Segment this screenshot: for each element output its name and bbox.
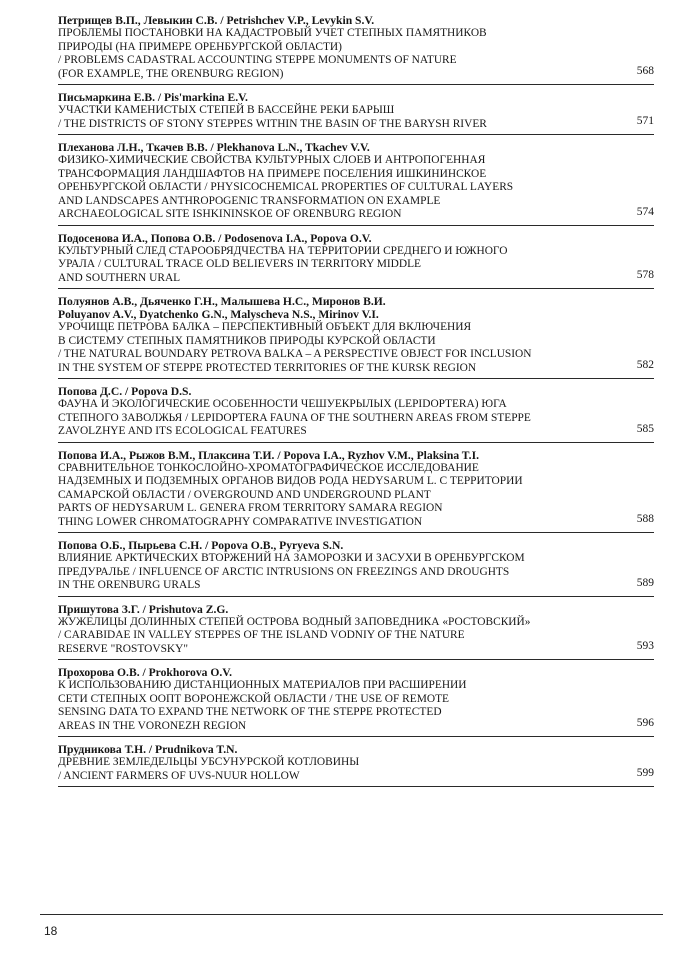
entry-title-line: ФИЗИКО-ХИМИЧЕСКИЕ СВОЙСТВА КУЛЬТУРНЫХ СЛОЕВ И АНТРОПОГЕННАЯ: [58, 154, 486, 166]
toc-entry[interactable]: [58, 597, 654, 661]
entry-title-line: THING LOWER CHROMATOGRAPHY COMPARATIVE INVESTIGATION: [58, 515, 423, 528]
entry-title: [58, 154, 654, 222]
entry-title: [58, 462, 654, 530]
entry-authors: Попова Д.С. / Popova D.S.: [58, 385, 192, 398]
toc-entry[interactable]: [58, 14, 654, 85]
entry-title: [58, 552, 654, 593]
entry-title-line: КУЛЬТУРНЫЙ СЛЕД СТАРООБРЯДЧЕСТВА НА ТЕРРИТОРИИ СРЕДНЕГО И ЮЖНОГО: [58, 244, 508, 257]
entry-authors: Пришутова З.Г. / Prishutova Z.G.: [58, 602, 229, 616]
toc-entry[interactable]: [58, 289, 654, 379]
entry-page-number: 585: [636, 422, 654, 435]
entry-page-number: 571: [636, 115, 654, 127]
toc-entry[interactable]: [58, 660, 654, 737]
entry-title-line: (FOR EXAMPLE, THE ORENBURG REGION): [58, 67, 284, 80]
entry-authors: Прохорова О.В. / Prokhorova O.V.: [58, 666, 233, 679]
entry-page-number: 578: [636, 269, 654, 281]
entry-page-number: 596: [636, 717, 654, 729]
entry-authors: Полуянов А.В., Дьяченко Г.Н., Малышева Н.С., Миронов В.И.: [58, 295, 386, 308]
entry-title: [58, 398, 654, 439]
entry-title-line: УРАЛА / CULTURAL TRACE OLD BELIEVERS IN TERRITORY MIDDLE: [58, 258, 422, 270]
entry-page-number: 588: [636, 513, 654, 525]
entry-title-line: ВЛИЯНИЕ АРКТИЧЕСКИХ ВТОРЖЕНИЙ НА ЗАМОРОЗКИ И ЗАСУХИ В ОРЕНБУРГСКОМ: [58, 552, 525, 564]
entry-title: [58, 616, 654, 657]
entry-title-line: AND LANDSCAPES ANTHROPOGENIC TRANSFORMATION ON EXAMPLE: [58, 194, 441, 207]
entry-authors: Петрищев В.П., Левыкин С.В. / Petrishchev V.P., Levykin S.V.: [58, 14, 375, 27]
entry-title-line: SENSING DATA TO EXPAND THE NETWORK OF THE STEPPE PROTECTED: [58, 706, 442, 718]
entry-title-line: IN THE SYSTEM OF STEPPE PROTECTED TERRITORIES OF THE KURSK REGION: [58, 361, 477, 374]
entry-authors: Попова И.А., Рыжов В.М., Плаксина Т.И. / Popova I.A., Ryzhov V.M., Plaksina T.I.: [58, 448, 479, 462]
entry-authors: Плеханова Л.Н., Ткачев В.В. / Plekhanova L.N., Tkachev V.V.: [58, 141, 370, 154]
entry-title-line: В СИСТЕМУ СТЕПНЫХ ПАМЯТНИКОВ ПРИРОДЫ КУРСКОЙ ОБЛАСТИ: [58, 334, 436, 347]
toc-entry[interactable]: [58, 85, 654, 135]
entry-title: [58, 104, 654, 131]
entry-page-number: 593: [636, 640, 654, 652]
entry-title-line: AND SOUTHERN URAL: [58, 271, 181, 284]
entry-title: [58, 321, 654, 375]
entry-title-line: СЕТИ СТЕПНЫХ ООПТ ВОРОНЕЖСКОЙ ОБЛАСТИ / THE USE OF REMOTE: [58, 692, 449, 705]
entry-title: [58, 756, 654, 783]
entry-title-line: / CARABIDAE IN VALLEY STEPPES OF THE ISLAND VODNIY OF THE NATURE: [58, 629, 465, 641]
entry-title: [58, 245, 654, 286]
entry-title-line: ЖУЖЕЛИЦЫ ДОЛИННЫХ СТЕПЕЙ ОСТРОВА ВОДНЫЙ ЗАПОВЕДНИКА «РОСТОВСКИЙ»: [58, 615, 531, 628]
toc-entry[interactable]: [58, 533, 654, 597]
entry-authors: Попова О.Б., Пырьева С.Н. / Popova O.B., Pyryeva S.N.: [58, 539, 344, 552]
entry-title-line: / ANCIENT FARMERS OF UVS-NUUR HOLLOW: [58, 769, 300, 782]
entry-title-line: САМАРСКОЙ ОБЛАСТИ / OVERGROUND AND UNDERGROUND PLANT: [58, 488, 431, 501]
entry-title: [58, 679, 654, 733]
footer-page-number: 18: [44, 924, 58, 938]
entry-title-line: / PROBLEMS CADASTRAL ACCOUNTING STEPPE MONUMENTS OF NATURE: [58, 54, 457, 66]
entry-title-line: НАДЗЕМНЫХ И ПОДЗЕМНЫХ ОРГАНОВ ВИДОВ РОДА HEDYSARUM L. С ТЕРРИТОРИИ: [58, 475, 523, 487]
entry-title-line: УРОЧИЩЕ ПЕТРОВА БАЛКА – ПЕРСПЕКТИВНЫЙ ОБЪЕКТ ДЛЯ ВКЛЮЧЕНИЯ: [58, 321, 472, 333]
entry-title-line: К ИСПОЛЬЗОВАНИЮ ДИСТАНЦИОННЫХ МАТЕРИАЛОВ ПРИ РАСШИРЕНИИ: [58, 679, 467, 691]
entry-title-line: ТРАНСФОРМАЦИЯ ЛАНДШАФТОВ НА ПРИМЕРЕ ПОСЕЛЕНИЯ ИШКИНИНСКОЕ: [58, 167, 487, 180]
entry-page-number: 582: [636, 359, 654, 371]
toc-entry[interactable]: [58, 135, 654, 226]
entry-page-number: 574: [636, 205, 654, 218]
entry-title: [58, 27, 654, 81]
entry-authors: Прудникова Т.Н. / Prudnikova T.N.: [58, 743, 238, 756]
entry-title-line: СТЕПНОГО ЗАВОЛЖЬЯ / LEPIDOPTERA FAUNA OF THE SOUTHERN AREAS FROM STEPPE: [58, 411, 531, 424]
entry-authors: Подосенова И.А., Попова О.В. / Podosenova I.A., Popova O.V.: [58, 231, 372, 245]
entry-page-number: 599: [636, 767, 654, 779]
entry-title-line: AREAS IN THE VORONEZH REGION: [58, 719, 247, 732]
footer-divider: [40, 914, 663, 915]
toc-entry[interactable]: [58, 443, 654, 534]
entry-title-line: ФАУНА И ЭКОЛОГИЧЕСКИЕ ОСОБЕННОСТИ ЧЕШУЕКРЫЛЫХ (LEPIDOPTERA) ЮГА: [58, 398, 507, 410]
entry-authors-latin: Poluyanov A.V., Dyatchenko G.N., Malyscheva N.S., Mirinov V.I.: [58, 308, 379, 321]
entry-title-line: ДРЕВНИЕ ЗЕМЛЕДЕЛЬЦЫ УБСУНУРСКОЙ КОТЛОВИНЫ: [58, 756, 360, 768]
entry-authors: Письмаркина Е.В. / Pis'markina E.V.: [58, 91, 248, 104]
entry-page-number: 589: [636, 576, 654, 589]
entry-title-line: ПРИРОДЫ (НА ПРИМЕРЕ ОРЕНБУРГСКОЙ ОБЛАСТИ): [58, 40, 342, 53]
entry-title-line: ОРЕНБУРГСКОЙ ОБЛАСТИ / PHYSICOCHEMICAL PROPERTIES OF CULTURAL LAYERS: [58, 181, 514, 193]
entry-title-line: PARTS OF HEDYSARUM L. GENERA FROM TERRITORY SAMARA REGION: [58, 502, 443, 514]
entry-title-line: СРАВНИТЕЛЬНОЕ ТОНКОСЛОЙНО-ХРОМАТОГРАФИЧЕСКОЕ ИССЛЕДОВАНИЕ: [58, 461, 479, 474]
entry-title-line: ПРОБЛЕМЫ ПОСТАНОВКИ НА КАДАСТРОВЫЙ УЧЕТ СТЕПНЫХ ПАМЯТНИКОВ: [58, 27, 487, 39]
entry-page-number: 568: [636, 65, 654, 77]
entry-title-line: RESERVE "ROSTOVSKY": [58, 642, 189, 655]
entry-title-line: ARCHAEOLOGICAL SITE ISHKININSKOE OF ORENBURG REGION: [58, 208, 402, 220]
entry-title-line: ZAVOLZHYE AND ITS ECOLOGICAL FEATURES: [58, 425, 307, 437]
toc-entry[interactable]: [58, 379, 654, 443]
entry-title-line: / THE NATURAL BOUNDARY PETROVA BALKA – A PERSPECTIVE OBJECT FOR INCLUSION: [58, 348, 532, 360]
toc-entry[interactable]: [58, 737, 654, 787]
table-of-contents: [58, 14, 654, 787]
entry-title-line: ПРЕДУРАЛЬЕ / INFLUENCE OF ARCTIC INTRUSIONS ON FREEZINGS AND DROUGHTS: [58, 565, 510, 578]
entry-title-line: IN THE ORENBURG URALS: [58, 579, 201, 591]
entry-title-line: УЧАСТКИ КАМЕНИСТЫХ СТЕПЕЙ В БАССЕЙНЕ РЕКИ БАРЫШ: [58, 104, 395, 116]
entry-title-line: / THE DISTRICTS OF STONY STEPPES WITHIN THE BASIN OF THE BARYSH RIVER: [58, 117, 487, 130]
toc-entry[interactable]: [58, 226, 654, 290]
